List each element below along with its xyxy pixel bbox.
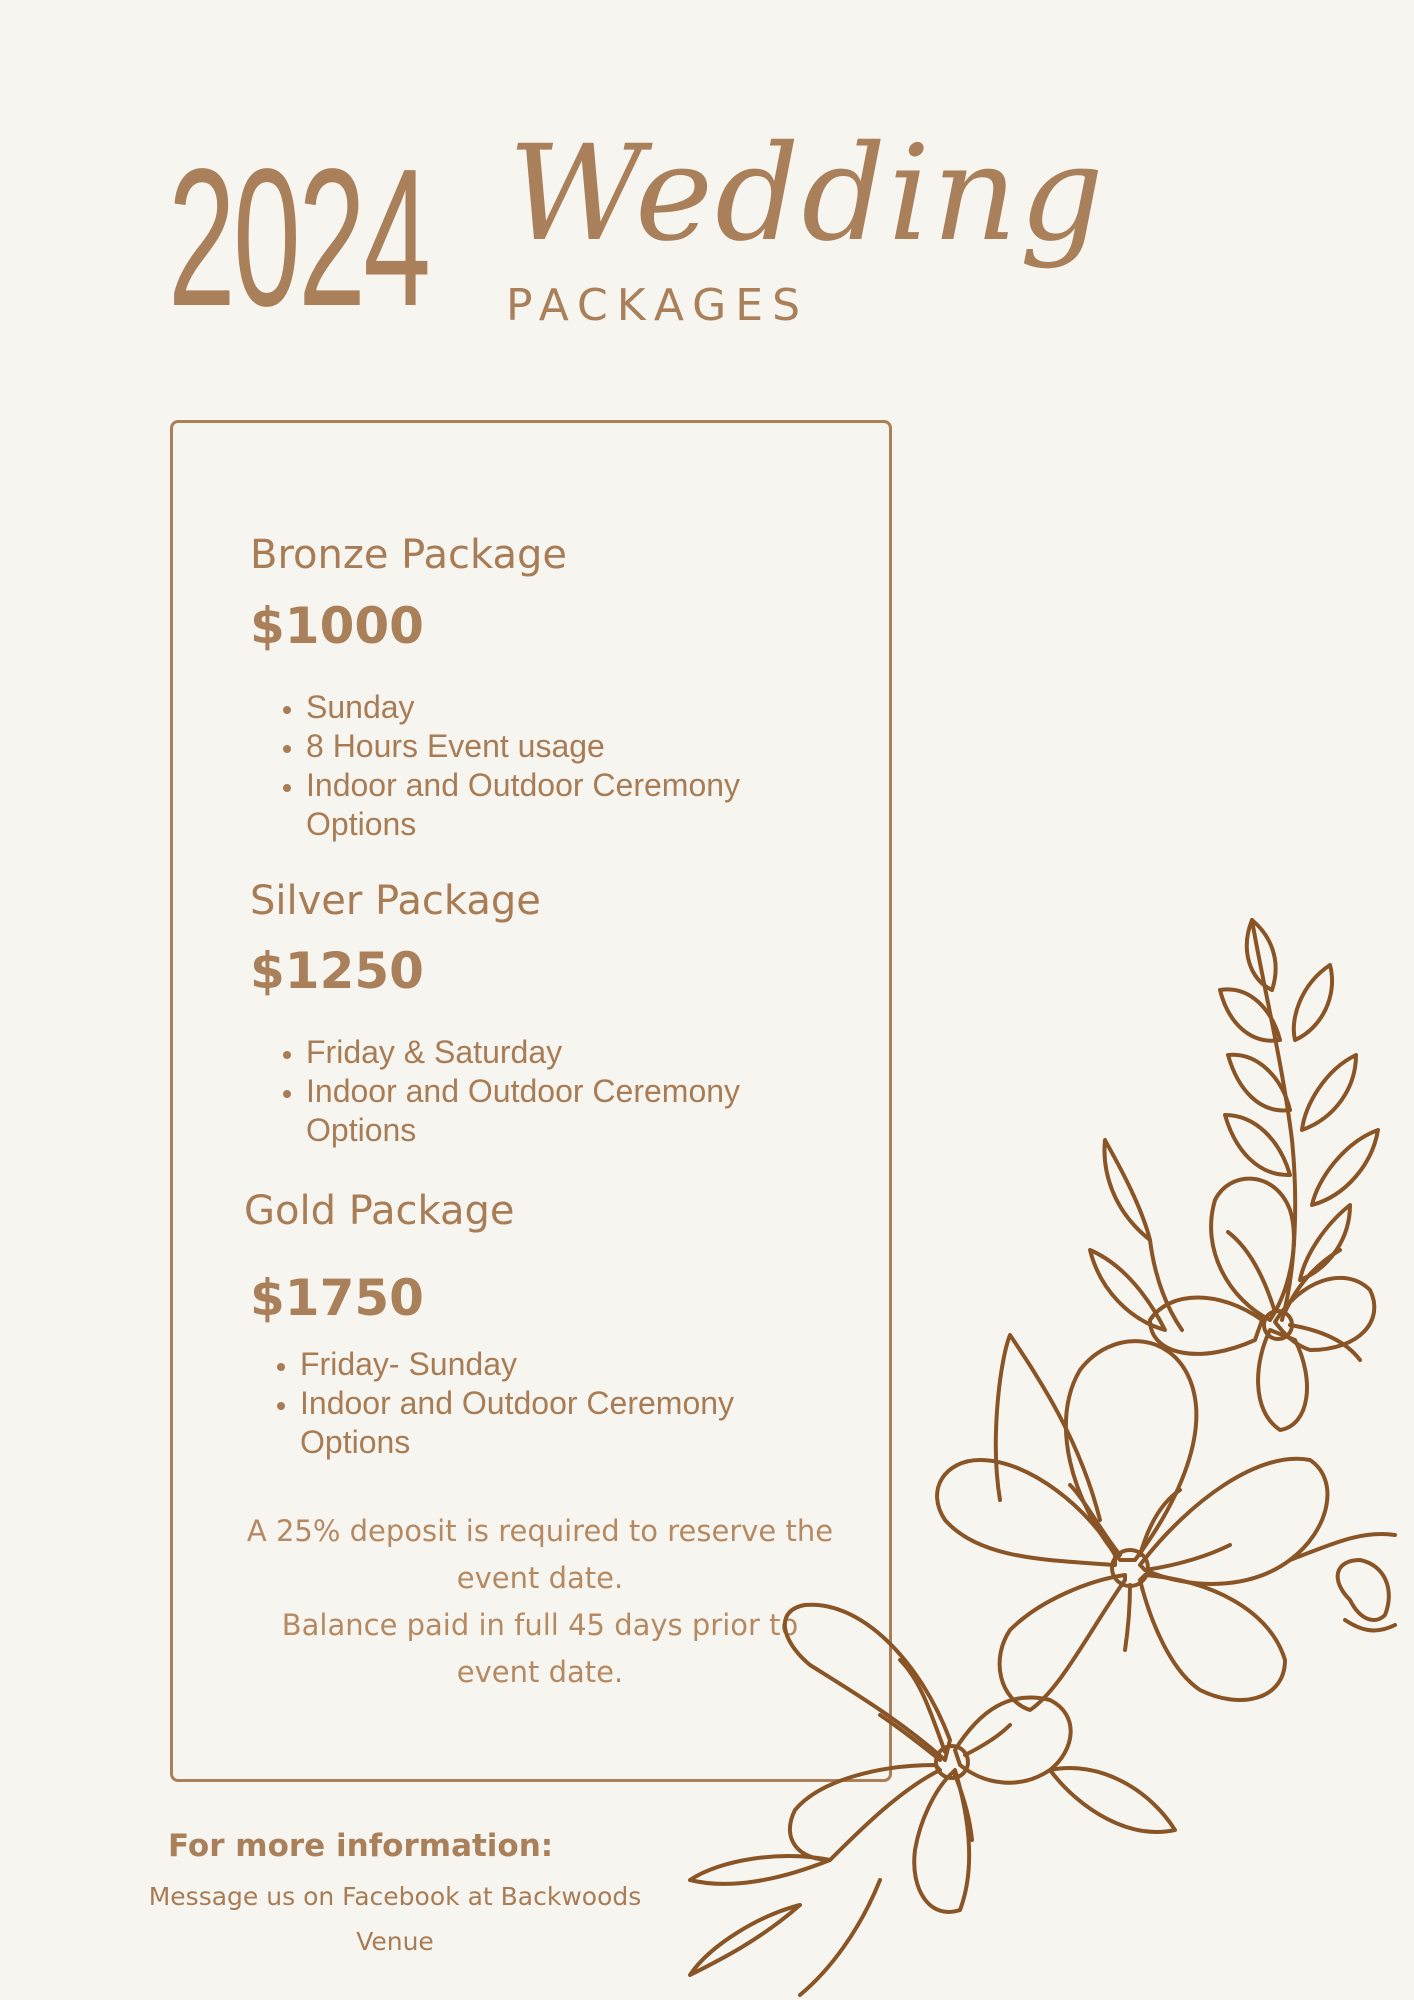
flower-icon: [1066, 1341, 1196, 1560]
silver-package-name: Silver Package: [250, 878, 541, 924]
bronze-package-name: Bronze Package: [250, 532, 567, 578]
balance-note: Balance paid in full 45 days prior to event date.: [281, 1608, 799, 1689]
title-heading: Wedding: [508, 117, 1106, 271]
contact-title: For more information:: [168, 1828, 554, 1864]
contact-text: Message us on Facebook at Backwoods Venue: [148, 1882, 642, 1956]
gold-package-name: Gold Package: [244, 1188, 515, 1234]
list-item: • Indoor and Outdoor Ceremony Options: [306, 1072, 826, 1150]
gold-package-price: $1750: [250, 1269, 424, 1327]
subtitle-heading: PACKAGES: [506, 280, 809, 331]
list-item: • 8 Hours Event usage: [306, 727, 826, 766]
list-item: • Indoor and Outdoor Ceremony Options: [306, 766, 826, 844]
silver-package-price: $1250: [250, 942, 424, 1000]
list-item: • Friday- Sunday: [300, 1345, 820, 1384]
list-item: • Friday & Saturday: [306, 1033, 826, 1072]
year-heading: 2024: [168, 128, 429, 347]
bronze-package-price: $1000: [250, 597, 424, 655]
list-item: • Sunday: [306, 688, 826, 727]
list-item: • Indoor and Outdoor Ceremony Options: [300, 1384, 820, 1462]
deposit-note: A 25% deposit is required to reserve the event date.: [246, 1514, 834, 1595]
